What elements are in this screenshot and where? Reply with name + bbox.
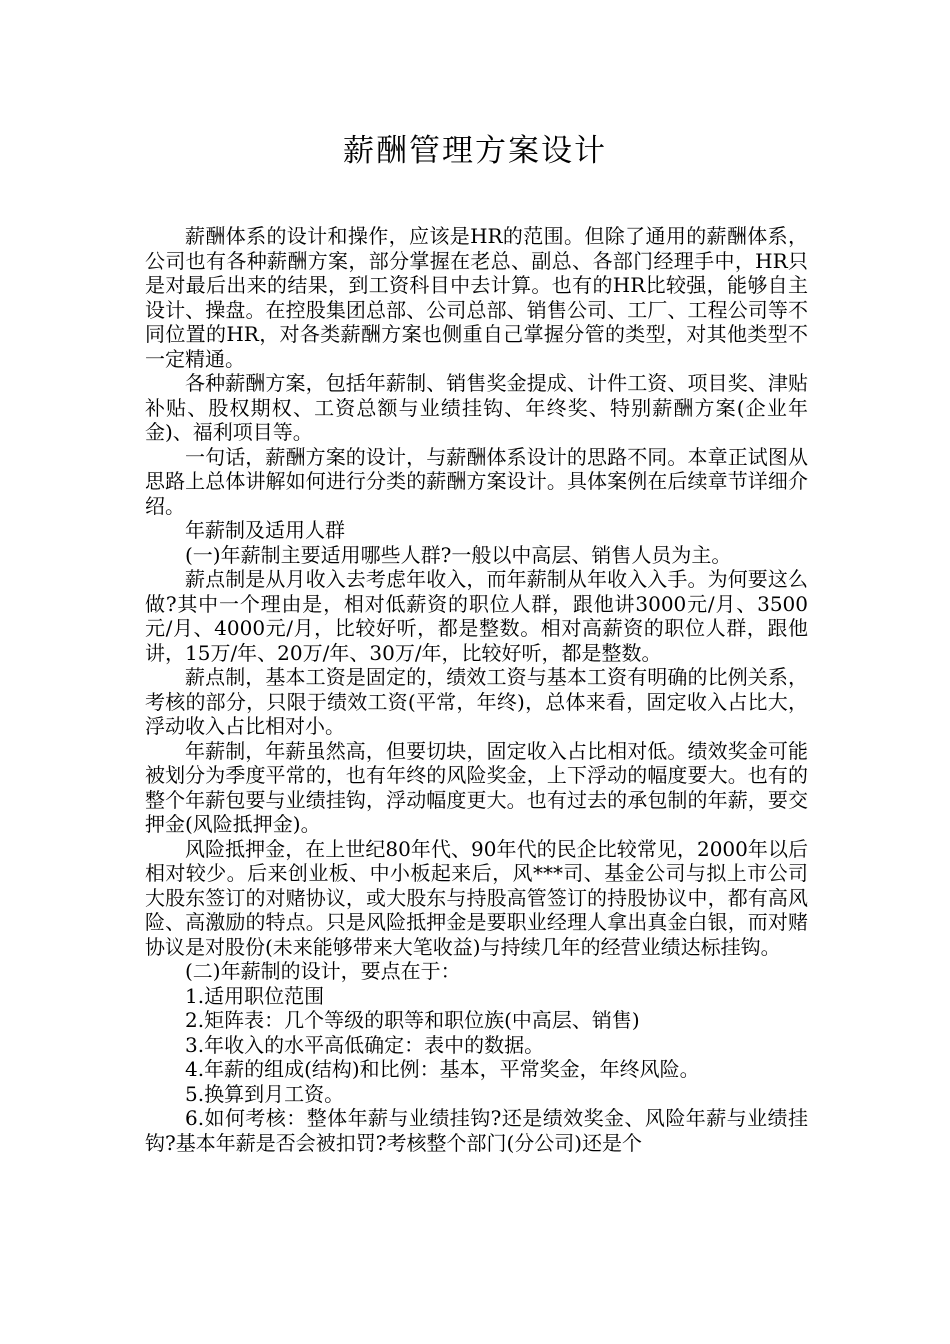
paragraph-summary: 一句话，薪酬方案的设计，与薪酬体系设计的思路不同。本章正试图从思路上总体讲解如何进行分类的薪酬方案设计。具体案例在后续章节详细介绍。 [145,444,808,518]
paragraph-annual-salary: 年薪制，年薪虽然高，但要切块，固定收入占比相对低。绩效奖金可能被划分为季度平常的，也有年终的风险奖金，上下浮动的幅度要大。也有的整个年薪包要与业绩挂钩，浮动幅度更大。也有过去的承包制的年薪，要交押金(风险抵押金)。 [145,738,808,836]
paragraph-intro: 薪酬体系的设计和操作，应该是HR的范围。但除了通用的薪酬体系，公司也有各种薪酬方案，部分掌握在老总、副总、各部门经理手中，HR只是对最后出来的结果，到工资科目中去计算。也有的HR比较强，能够自主设计、操盘。在控股集团总部、公司总部、销售公司、工厂、工程公司等不同位置的HR，对各类薪酬方案也侧重自己掌握分管的类型，对其他类型不一定精通。 [145,224,808,371]
list-item-2: 2.矩阵表：几个等级的职等和职位族(中高层、销售) [185,1008,640,1032]
list-item-6: 6.如何考核：整体年薪与业绩挂钩?还是绩效奖金、风险年薪与业绩挂钩?基本年薪是否会被扣罚?考核整个部门(分公司)还是个 [145,1106,808,1155]
paragraph-applicable-groups: (一)年薪制主要适用哪些人群?一般以中高层、销售人员为主。 [185,542,732,567]
list-item-1: 1.适用职位范围 [185,983,325,1008]
section-heading-annual-salary: 年薪制及适用人群 [185,518,345,542]
list-item-4: 4.年薪的组成(结构)和比例：基本，平常奖金，年终风险。 [185,1057,700,1081]
document-body [145,224,808,1155]
paragraph-salary-point-vs-annual: 薪点制是从月收入去考虑年收入，而年薪制从年收入入手。为何要这么做?其中一个理由是，相对低薪资的职位人群，跟他讲3000元/月、3500元/月、4000元/月，比较好听，都是整数。相对高薪资的职位人群，跟他讲，15万/年、20万/年、30万/年，比较好听，都是整数。 [145,567,808,665]
paragraph-salary-point: 薪点制，基本工资是固定的，绩效工资与基本工资有明确的比例关系，考核的部分，只限于绩效工资(平常，年终)，总体来看，固定收入占比大，浮动收入占比相对小。 [145,665,808,738]
list-item-5: 5.换算到月工资。 [185,1081,345,1106]
document-title: 薪酬管理方案设计 [343,133,607,169]
paragraph-risk-deposit: 风险抵押金，在上世纪80年代、90年代的民企比较常见，2000年以后相对较少。后来创业板、中小板起来后，风***司、基金公司与拟上市公司大股东签订的对赌协议，或大股东与持股高管签订的持股协议中，都有高风险、高激励的特点。只是风险抵押金是要职业经理人拿出真金白银，而对赌协议是对股份(未来能够带来大笔收益)与持续几年的经营业绩达标挂钩。 [145,836,808,959]
paragraph-design-points: (二)年薪制的设计，要点在于： [185,959,461,983]
paragraph-plan-types: 各种薪酬方案，包括年薪制、销售奖金提成、计件工资、项目奖、津贴补贴、股权期权、工资总额与业绩挂钩、年终奖、特别薪酬方案(企业年金)、福利项目等。 [145,371,808,444]
list-item-3: 3.年收入的水平高低确定：表中的数据。 [185,1032,545,1057]
